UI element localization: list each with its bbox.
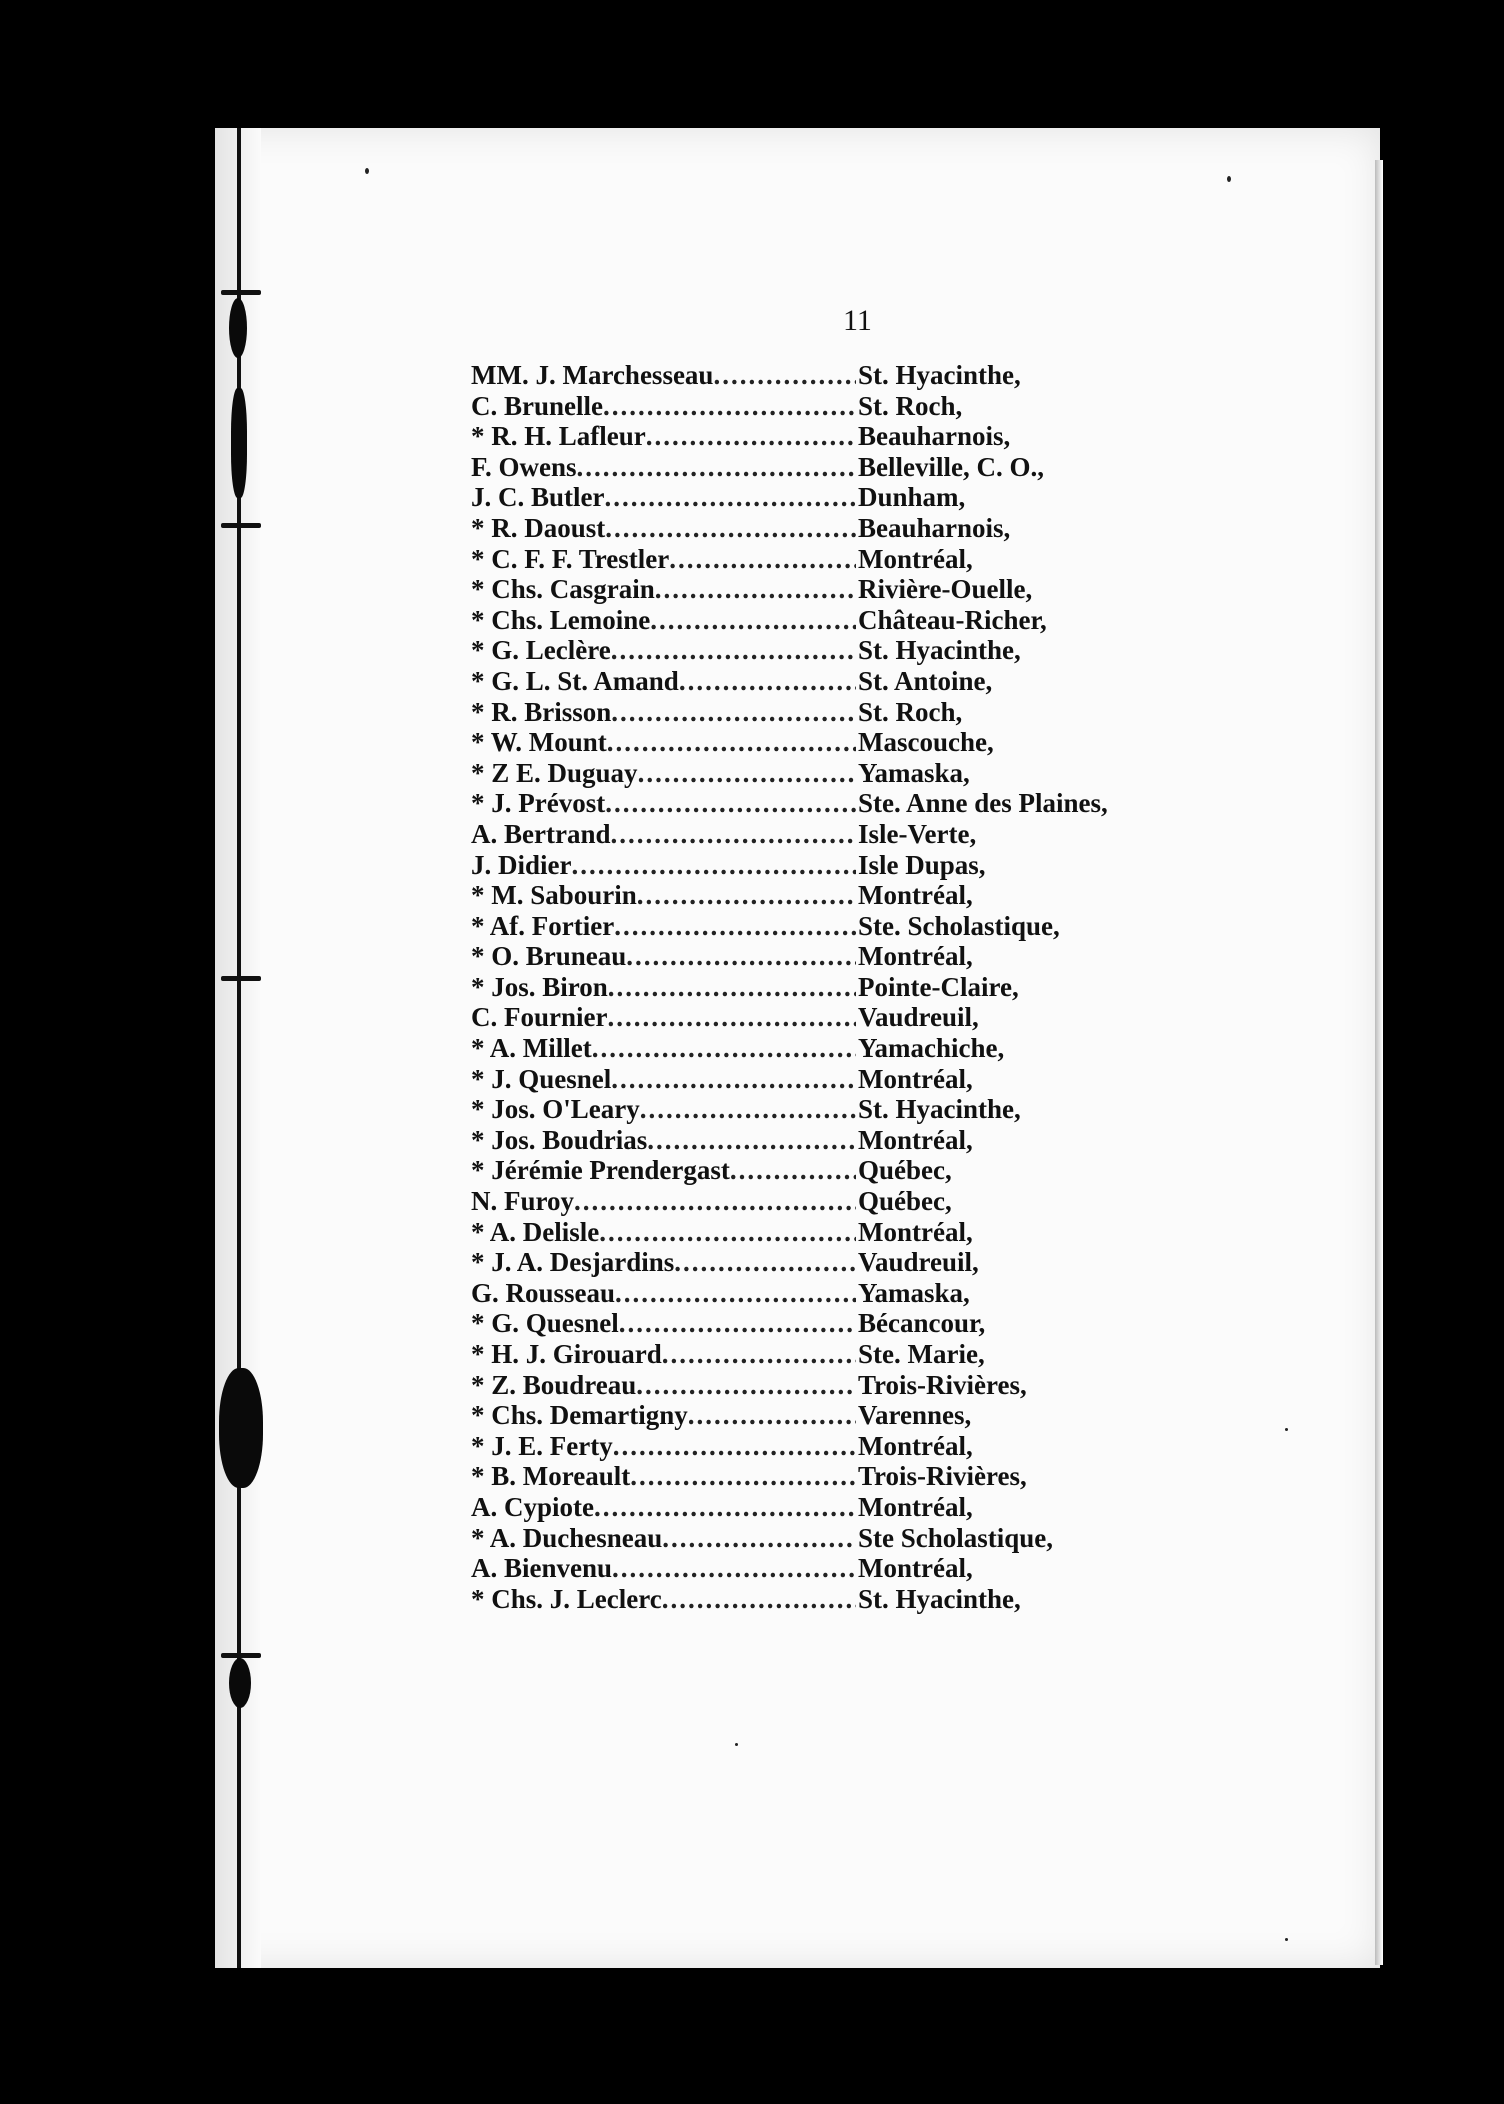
entry-name-cell [471,1002,856,1033]
dot-leader [594,1492,856,1523]
list-entry [471,972,1291,1003]
list-entry [471,1308,1291,1339]
list-entry [471,1370,1291,1401]
list-entry [471,819,1291,850]
binding-stitch [221,523,261,528]
member-place: Ste. Anne des Plaines, [858,788,1108,819]
member-place: St. Hyacinthe, [858,635,1021,666]
member-place: Beauharnois, [858,421,1011,452]
member-name: * B. Moreault [471,1461,631,1492]
list-entry [471,452,1291,483]
member-name: * R. Daoust [471,512,606,543]
entry-name-cell [471,513,856,544]
member-name: * Chs. J. Leclerc [471,1583,662,1614]
member-name: * C. F. F. Trestler [471,543,670,574]
entry-name-cell [471,1094,856,1125]
member-name: * Chs. Casgrain [471,574,655,605]
member-place: Mascouche, [858,727,994,758]
entry-name-cell [471,1155,856,1186]
member-name: * R. Brisson [471,696,612,727]
dot-leader [713,360,856,391]
dot-leader [592,1033,856,1064]
member-name: * G. L. St. Amand [471,665,679,696]
entry-name-cell [471,666,856,697]
dot-leader [647,1125,856,1156]
entry-name-cell [471,727,856,758]
member-name: * R. H. Lafleur [471,421,646,452]
list-entry [471,513,1291,544]
member-name: * W. Mount [471,727,607,758]
dot-leader [679,666,856,697]
dot-leader [574,1186,856,1217]
member-place: Montréal, [858,1430,973,1461]
member-name: * A. Delisle [471,1216,600,1247]
dot-leader [605,513,856,544]
dot-leader [662,1523,856,1554]
list-entry [471,1186,1291,1217]
dot-leader [572,850,857,881]
member-place: St. Hyacinthe, [858,1094,1021,1125]
member-name: * Jos. Biron [471,971,608,1002]
entry-name-cell [471,758,856,789]
member-list [471,360,1291,1614]
member-name: A. Bienvenu [471,1553,613,1584]
member-place: St. Hyacinthe, [858,360,1021,390]
member-name: F. Owens [471,451,577,482]
paper-speck [1227,176,1231,182]
member-place: Yamaska, [858,757,970,788]
dot-leader [604,482,856,513]
member-place: Trois-Rivières, [858,1369,1027,1400]
list-entry [471,605,1291,636]
entry-name-cell [471,1308,856,1339]
list-entry [471,1431,1291,1462]
member-name: * Z. Boudreau [471,1369,637,1400]
dot-leader [611,635,856,666]
member-place: Québec, [858,1186,952,1217]
list-entry [471,727,1291,758]
member-name: * H. J. Girouard [471,1339,662,1369]
entry-name-cell [471,1370,856,1401]
list-entry [471,1155,1291,1186]
list-entry [471,635,1291,666]
dot-leader [662,1584,856,1615]
list-entry [471,1217,1291,1248]
member-place: Yamaska, [858,1277,970,1308]
dot-leader [636,1370,856,1401]
member-place: Trois-Rivières, [858,1461,1027,1492]
dot-leader [610,819,856,850]
binding-stitch [229,1658,251,1708]
member-place: Montréal, [858,543,973,574]
binding-stitch [221,290,261,295]
dot-leader [662,1339,856,1370]
dot-leader [611,697,856,728]
member-place: Beauharnois, [858,512,1011,543]
list-entry [471,1339,1291,1370]
dot-leader [626,941,856,972]
member-name: * Jos. O'Leary [471,1094,640,1125]
member-place: Montréal, [858,1216,973,1247]
member-name: * A. Duchesneau [471,1522,663,1553]
paper-page [215,128,1380,1968]
entry-name-cell [471,788,856,819]
entry-name-cell [471,1064,856,1095]
entry-name-cell [471,391,856,422]
member-place: St. Roch, [858,696,963,727]
dot-leader [655,574,856,605]
dot-leader [646,421,856,452]
entry-name-cell [471,1431,856,1462]
dot-leader [619,1308,856,1339]
member-name: * J. Prévost [471,788,606,819]
dot-leader [688,1400,856,1431]
member-place: Montréal, [858,941,973,972]
binding-stitch [229,298,247,358]
member-place: Pointe-Claire, [858,971,1019,1002]
member-name: * Chs. Demartigny [471,1400,688,1431]
member-name: * Af. Fortier [471,910,615,941]
member-name: * O. Bruneau [471,941,627,972]
list-entry [471,421,1291,452]
entry-name-cell [471,544,856,575]
list-entry [471,1278,1291,1309]
member-place: Isle-Verte, [858,818,977,849]
member-name: J. Didier [471,849,572,880]
dot-leader [674,1247,856,1278]
entry-name-cell [471,482,856,513]
member-place: Château-Richer, [858,604,1047,635]
list-entry [471,1584,1291,1615]
member-name: A. Bertrand [471,818,611,849]
entry-name-cell [471,697,856,728]
member-place: Montréal, [858,1124,973,1155]
member-place: Ste. Scholastique, [858,910,1060,941]
entry-name-cell [471,911,856,942]
list-entry [471,1094,1291,1125]
binding-stitch [231,388,247,498]
list-entry [471,482,1291,513]
entry-name-cell [471,880,856,911]
dot-leader [608,972,856,1003]
member-place: Isle Dupas, [858,849,986,880]
member-place: Varennes, [858,1400,972,1431]
entry-name-cell [471,1492,856,1523]
dot-leader [612,1553,856,1584]
entry-name-cell [471,1278,856,1309]
member-place: Montréal, [858,1491,973,1522]
dot-leader [599,1217,856,1248]
list-entry [471,941,1291,972]
dot-leader [603,391,856,422]
member-name: * J. A. Desjardins [471,1247,675,1278]
member-name: MM. J. Marchesseau [471,360,714,390]
entry-name-cell [471,574,856,605]
entry-name-cell [471,1033,856,1064]
entry-name-cell [471,635,856,666]
dot-leader [577,452,856,483]
entry-name-cell [471,1125,856,1156]
member-name: C. Fournier [471,1002,608,1033]
dot-leader [730,1155,856,1186]
member-name: * Chs. Lemoine [471,604,651,635]
dot-leader [605,788,856,819]
binding-stitch [221,1653,261,1658]
list-entry [471,1461,1291,1492]
entry-name-cell [471,605,856,636]
list-entry [471,544,1291,575]
member-name: * G. Quesnel [471,1308,619,1339]
list-entry [471,1400,1291,1431]
member-place: Montréal, [858,880,973,911]
entry-name-cell [471,1584,856,1615]
member-name: J. C. Butler [471,482,605,513]
member-name: * J. E. Ferty [471,1430,613,1461]
list-entry [471,1523,1291,1554]
paper-speck [1285,1938,1288,1941]
paper-speck [735,1743,738,1746]
binding-stitch [221,976,261,981]
entry-name-cell [471,1217,856,1248]
list-entry [471,574,1291,605]
member-place: St. Hyacinthe, [858,1583,1021,1614]
entry-name-cell [471,819,856,850]
list-entry [471,1492,1291,1523]
list-entry [471,1002,1291,1033]
list-entry [471,697,1291,728]
list-entry [471,1033,1291,1064]
dot-leader [613,1431,856,1462]
binding-stitch [219,1368,263,1488]
member-name: G. Rousseau [471,1277,616,1308]
member-place: Montréal, [858,1553,973,1584]
dot-leader [638,758,856,789]
list-entry [471,1064,1291,1095]
dot-leader [637,880,856,911]
list-entry [471,850,1291,881]
entry-name-cell [471,1461,856,1492]
member-place: St. Antoine, [858,665,993,696]
member-place: Montréal, [858,1063,973,1094]
list-entry [471,758,1291,789]
member-name: * Z E. Duguay [471,757,638,788]
entry-name-cell [471,941,856,972]
dot-leader [607,1002,856,1033]
paper-speck [1285,1428,1288,1431]
dot-leader [650,605,856,636]
entry-name-cell [471,972,856,1003]
member-place: Vaudreuil, [858,1002,979,1033]
list-entry [471,1247,1291,1278]
member-place: Bécancour, [858,1308,986,1339]
list-entry [471,391,1291,422]
member-place: Belleville, C. O., [858,451,1044,482]
list-entry [471,911,1291,942]
entry-name-cell [471,1339,856,1370]
entry-name-cell [471,1523,856,1554]
paper-speck [365,168,369,174]
member-place: Yamachiche, [858,1033,1005,1064]
list-entry [471,360,1291,391]
member-place: Ste. Marie, [858,1339,985,1369]
member-name: N. Furoy [471,1186,575,1217]
list-entry [471,788,1291,819]
member-name: * Jos. Boudrias [471,1124,648,1155]
dot-leader [615,1278,856,1309]
dot-leader [607,727,856,758]
dot-leader [611,1064,856,1095]
member-place: St. Roch, [858,390,963,421]
member-name: * Jérémie Prendergast [471,1155,730,1186]
dot-leader [630,1461,856,1492]
member-place: Dunham, [858,482,966,513]
member-name: * A. Millet [471,1033,592,1064]
member-place: Ste Scholastique, [858,1522,1054,1553]
dot-leader [669,544,856,575]
entry-name-cell [471,1400,856,1431]
entry-name-cell [471,360,856,391]
member-place: Rivière-Ouelle, [858,574,1033,605]
member-place: Vaudreuil, [858,1247,979,1278]
list-entry [471,1553,1291,1584]
list-entry [471,666,1291,697]
member-name: * G. Leclère [471,635,611,666]
entry-name-cell [471,421,856,452]
binding-gutter [215,128,261,1968]
member-place: Québec, [858,1155,952,1186]
entry-name-cell [471,1553,856,1584]
member-name: * M. Sabourin [471,880,637,911]
page-edge [1375,160,1383,1965]
list-entry [471,1125,1291,1156]
member-name: C. Brunelle [471,390,603,421]
entry-name-cell [471,452,856,483]
page-number: 11 [843,304,872,337]
dot-leader [640,1094,856,1125]
member-name: * J. Quesnel [471,1063,612,1094]
entry-name-cell [471,1186,856,1217]
entry-name-cell [471,1247,856,1278]
member-name: A. Cypiote [471,1491,594,1522]
dot-leader [614,911,856,942]
list-entry [471,880,1291,911]
entry-name-cell [471,850,856,881]
